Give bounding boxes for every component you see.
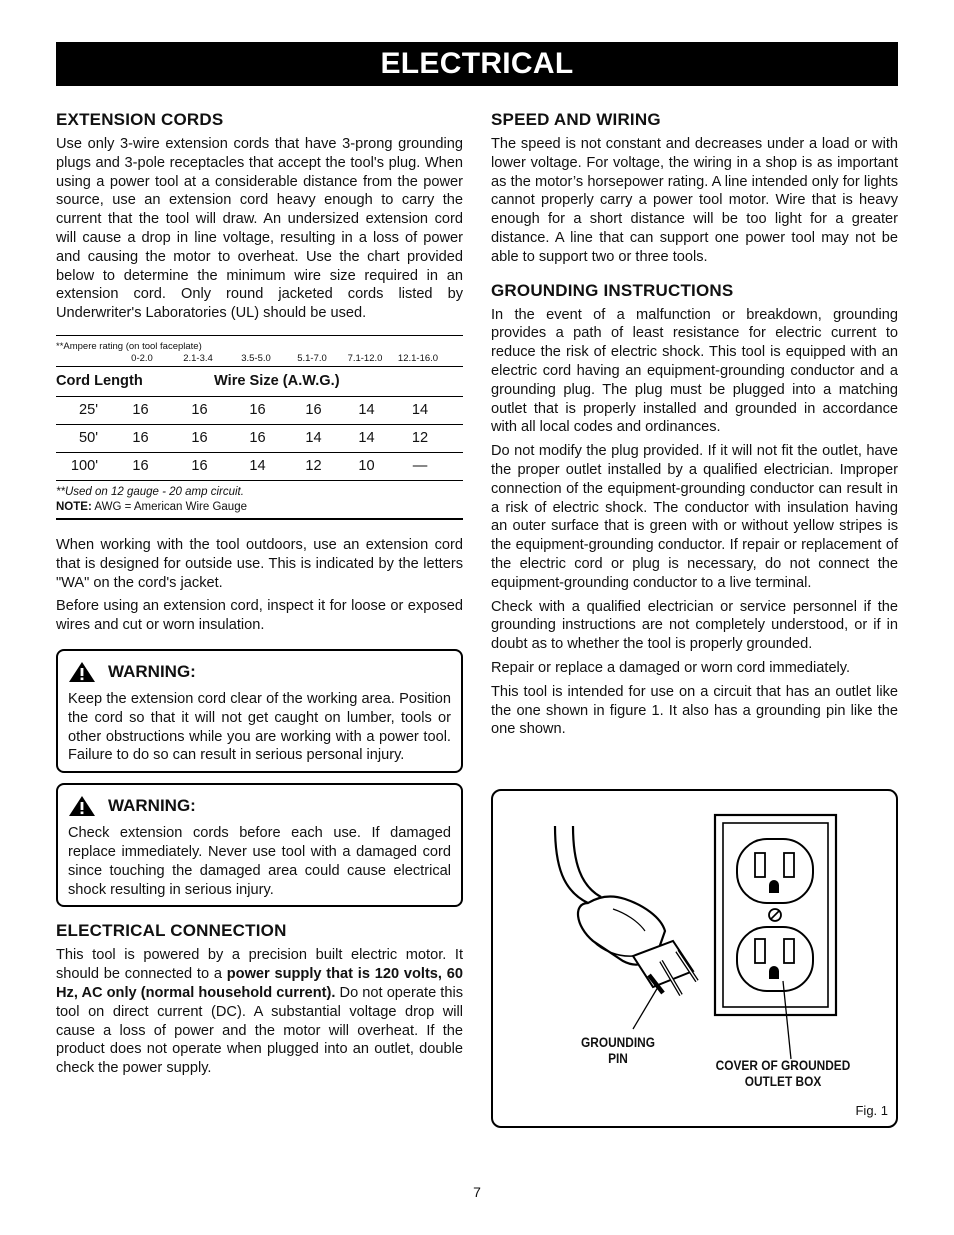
outlet-cover-label: COVER OF GROUNDED OUTLET BOX	[715, 1058, 851, 1089]
warning-text: Check extension cords before each use. If damaged replace immediately. Never use tool with a damaged cord since touching the damaged area could cause electrical shock resulting in serious injury.	[68, 825, 451, 898]
warning-title: WARNING:	[108, 661, 196, 681]
wire-size-cell: 16	[249, 430, 266, 447]
amp-range: 7.1-12.0	[347, 353, 383, 365]
table-row	[56, 425, 463, 453]
left-column	[56, 110, 463, 1083]
wire-size-cell: 12	[305, 458, 322, 475]
wire-size-cell: 16	[132, 458, 149, 475]
ampere-range-row	[56, 352, 463, 366]
gauge-footnote: **Used on 12 gauge - 20 amp circuit.	[56, 485, 244, 498]
warning-text: Keep the extension cord clear of the working area. Position the cord so that it will not get caught on lumber, tools or other obstructions while you are working with a power tool. Failure to do so can result in serious personal injury.	[68, 690, 451, 764]
extension-cords-heading: EXTENSION CORDS	[56, 110, 224, 129]
wire-size-cell: 14	[249, 458, 266, 475]
speed-wiring-text: The speed is not constant and decreases under a load or with lower voltage. For voltage, the wiring in a shop is as important as the motor’s horsepower rating. A line intended only for lights cannot properly carry a power tool motor. Wire that is heavy enough for a short distance will be too light for a greater distance. A line that can support one power tool may not be able to support two or three tools.	[491, 136, 898, 265]
wire-size-cell: 16	[132, 430, 149, 447]
ampere-rating-note: **Ampere rating (on tool faceplate)	[56, 340, 202, 352]
electrical-connection-text: This tool is powered by a precision built electric motor. It should be connected to a power supply that is 120 volts, 60 Hz, AC only (normal household current). Do not operate this tool on direct current (DC). A substantial voltage drop will cause a loss of power and the motor will overheat. If the product does not operate when plugged into an outlet, double check the power supply.	[56, 947, 463, 1077]
extension-cords-intro: Use only 3-wire extension cords that have 3-prong grounding plugs and 3-pole receptacles that accept the tool's plug. When using a power tool at a considerable distance from the power source, use an extension cord heavy enough to carry the current that the tool will draw. An undersized extension cord will cause a drop in line voltage, resulting in a loss of power and causing the motor to overheat. Use the chart provided below to determine the minimum wire size required in an extension cord. Only round jacketed cords listed by Underwriter's Laboratories (UL) should be used.	[56, 136, 463, 322]
outdoor-paragraph: When working with the tool outdoors, use an extension cord that is designed for outside use. This is indicated by the letters "WA" on the cord's jacket.	[56, 536, 463, 591]
figure-caption: Fig. 1	[855, 1103, 888, 1118]
table-footnotes	[56, 481, 463, 518]
warning-triangle-icon	[68, 795, 96, 817]
extension-cord-table	[56, 335, 463, 520]
note-text: AWG = American Wire Gauge	[91, 500, 247, 513]
wire-size-header: Wire Size (A.W.G.)	[214, 373, 340, 390]
cord-length-cell: 100'	[70, 458, 98, 475]
amp-range: 3.5-5.0	[241, 353, 271, 365]
cord-length-header: Cord Length	[56, 373, 143, 390]
warning-triangle-icon	[68, 661, 96, 683]
grounding-paragraph: This tool is intended for use on a circuit that has an outlet like the one shown in figure 1. It also has a grounding pin like the one shown.	[491, 683, 898, 738]
wire-size-cell: 16	[191, 430, 208, 447]
wire-size-cell: 12	[411, 430, 429, 447]
warning-box	[56, 783, 463, 907]
page-number: 7	[473, 1184, 481, 1200]
table-header	[56, 366, 463, 397]
wire-size-cell: 14	[358, 430, 375, 447]
grounding-paragraph: Check with a qualified electrician or service personnel if the grounding instructions are not completely understood, or if in doubt as to whether the tool is properly grounded.	[491, 598, 898, 653]
cord-length-cell: 50'	[78, 430, 98, 447]
amp-range: 2.1-3.4	[183, 353, 213, 365]
cord-length-cell: 25'	[78, 402, 98, 419]
amp-range: 12.1-16.0	[397, 353, 439, 365]
table-row	[56, 453, 463, 481]
section-banner: ELECTRICAL	[56, 42, 898, 86]
wire-size-cell: —	[412, 458, 428, 475]
grounding-paragraph: Do not modify the plug provided. If it will not fit the outlet, have the proper outlet installed by a qualified electrician. Improper connection of the equipment-grounding conductor can result in a risk of electric shock. The conductor with insulation having an outer surface that is green with or without yellow stripes is the equipment-grounding conductor. If repair or replacement of the electric cord or plug is necessary, do not connect the equipment-grounding conductor to a live terminal.	[491, 443, 898, 591]
inspect-paragraph: Before using an extension cord, inspect it for loose or exposed wires and cut or worn insulation.	[56, 598, 463, 634]
amp-range: 0-2.0	[131, 353, 153, 365]
amp-range: 5.1-7.0	[297, 353, 327, 365]
figure-1-box	[491, 789, 898, 1128]
warning-title: WARNING:	[108, 796, 196, 816]
grounding-heading: GROUNDING INSTRUCTIONS	[491, 280, 734, 300]
wire-size-cell: 16	[191, 458, 208, 475]
table-row	[56, 397, 463, 425]
wire-size-cell: 10	[358, 458, 375, 475]
warning-box	[56, 649, 463, 773]
grounding-pin-label: GROUNDING PIN	[581, 1035, 655, 1066]
wire-size-cell: 14	[411, 402, 429, 419]
grounding-paragraph: Repair or replace a damaged or worn cord immediately.	[491, 659, 851, 676]
speed-wiring-heading: SPEED AND WIRING	[491, 110, 661, 129]
wire-size-cell: 14	[358, 402, 375, 419]
electrical-connection-heading: ELECTRICAL CONNECTION	[56, 921, 287, 941]
right-column	[491, 110, 898, 744]
note-label: NOTE:	[56, 500, 92, 513]
wire-size-cell: 16	[191, 402, 208, 419]
grounding-paragraph: In the event of a malfunction or breakdown, grounding provides a path of least resistance for electric current to reduce the risk of electric shock. This tool is equipped with an electric cord having an equipment-grounding conductor and a grounding plug. The plug must be plugged into a matching outlet that is properly installed and grounded in accordance with all local codes and ordinances.	[491, 306, 898, 436]
wire-size-cell: 16	[132, 402, 149, 419]
wire-size-cell: 16	[249, 402, 266, 419]
wire-size-cell: 16	[305, 402, 322, 419]
wire-size-cell: 14	[305, 430, 322, 447]
